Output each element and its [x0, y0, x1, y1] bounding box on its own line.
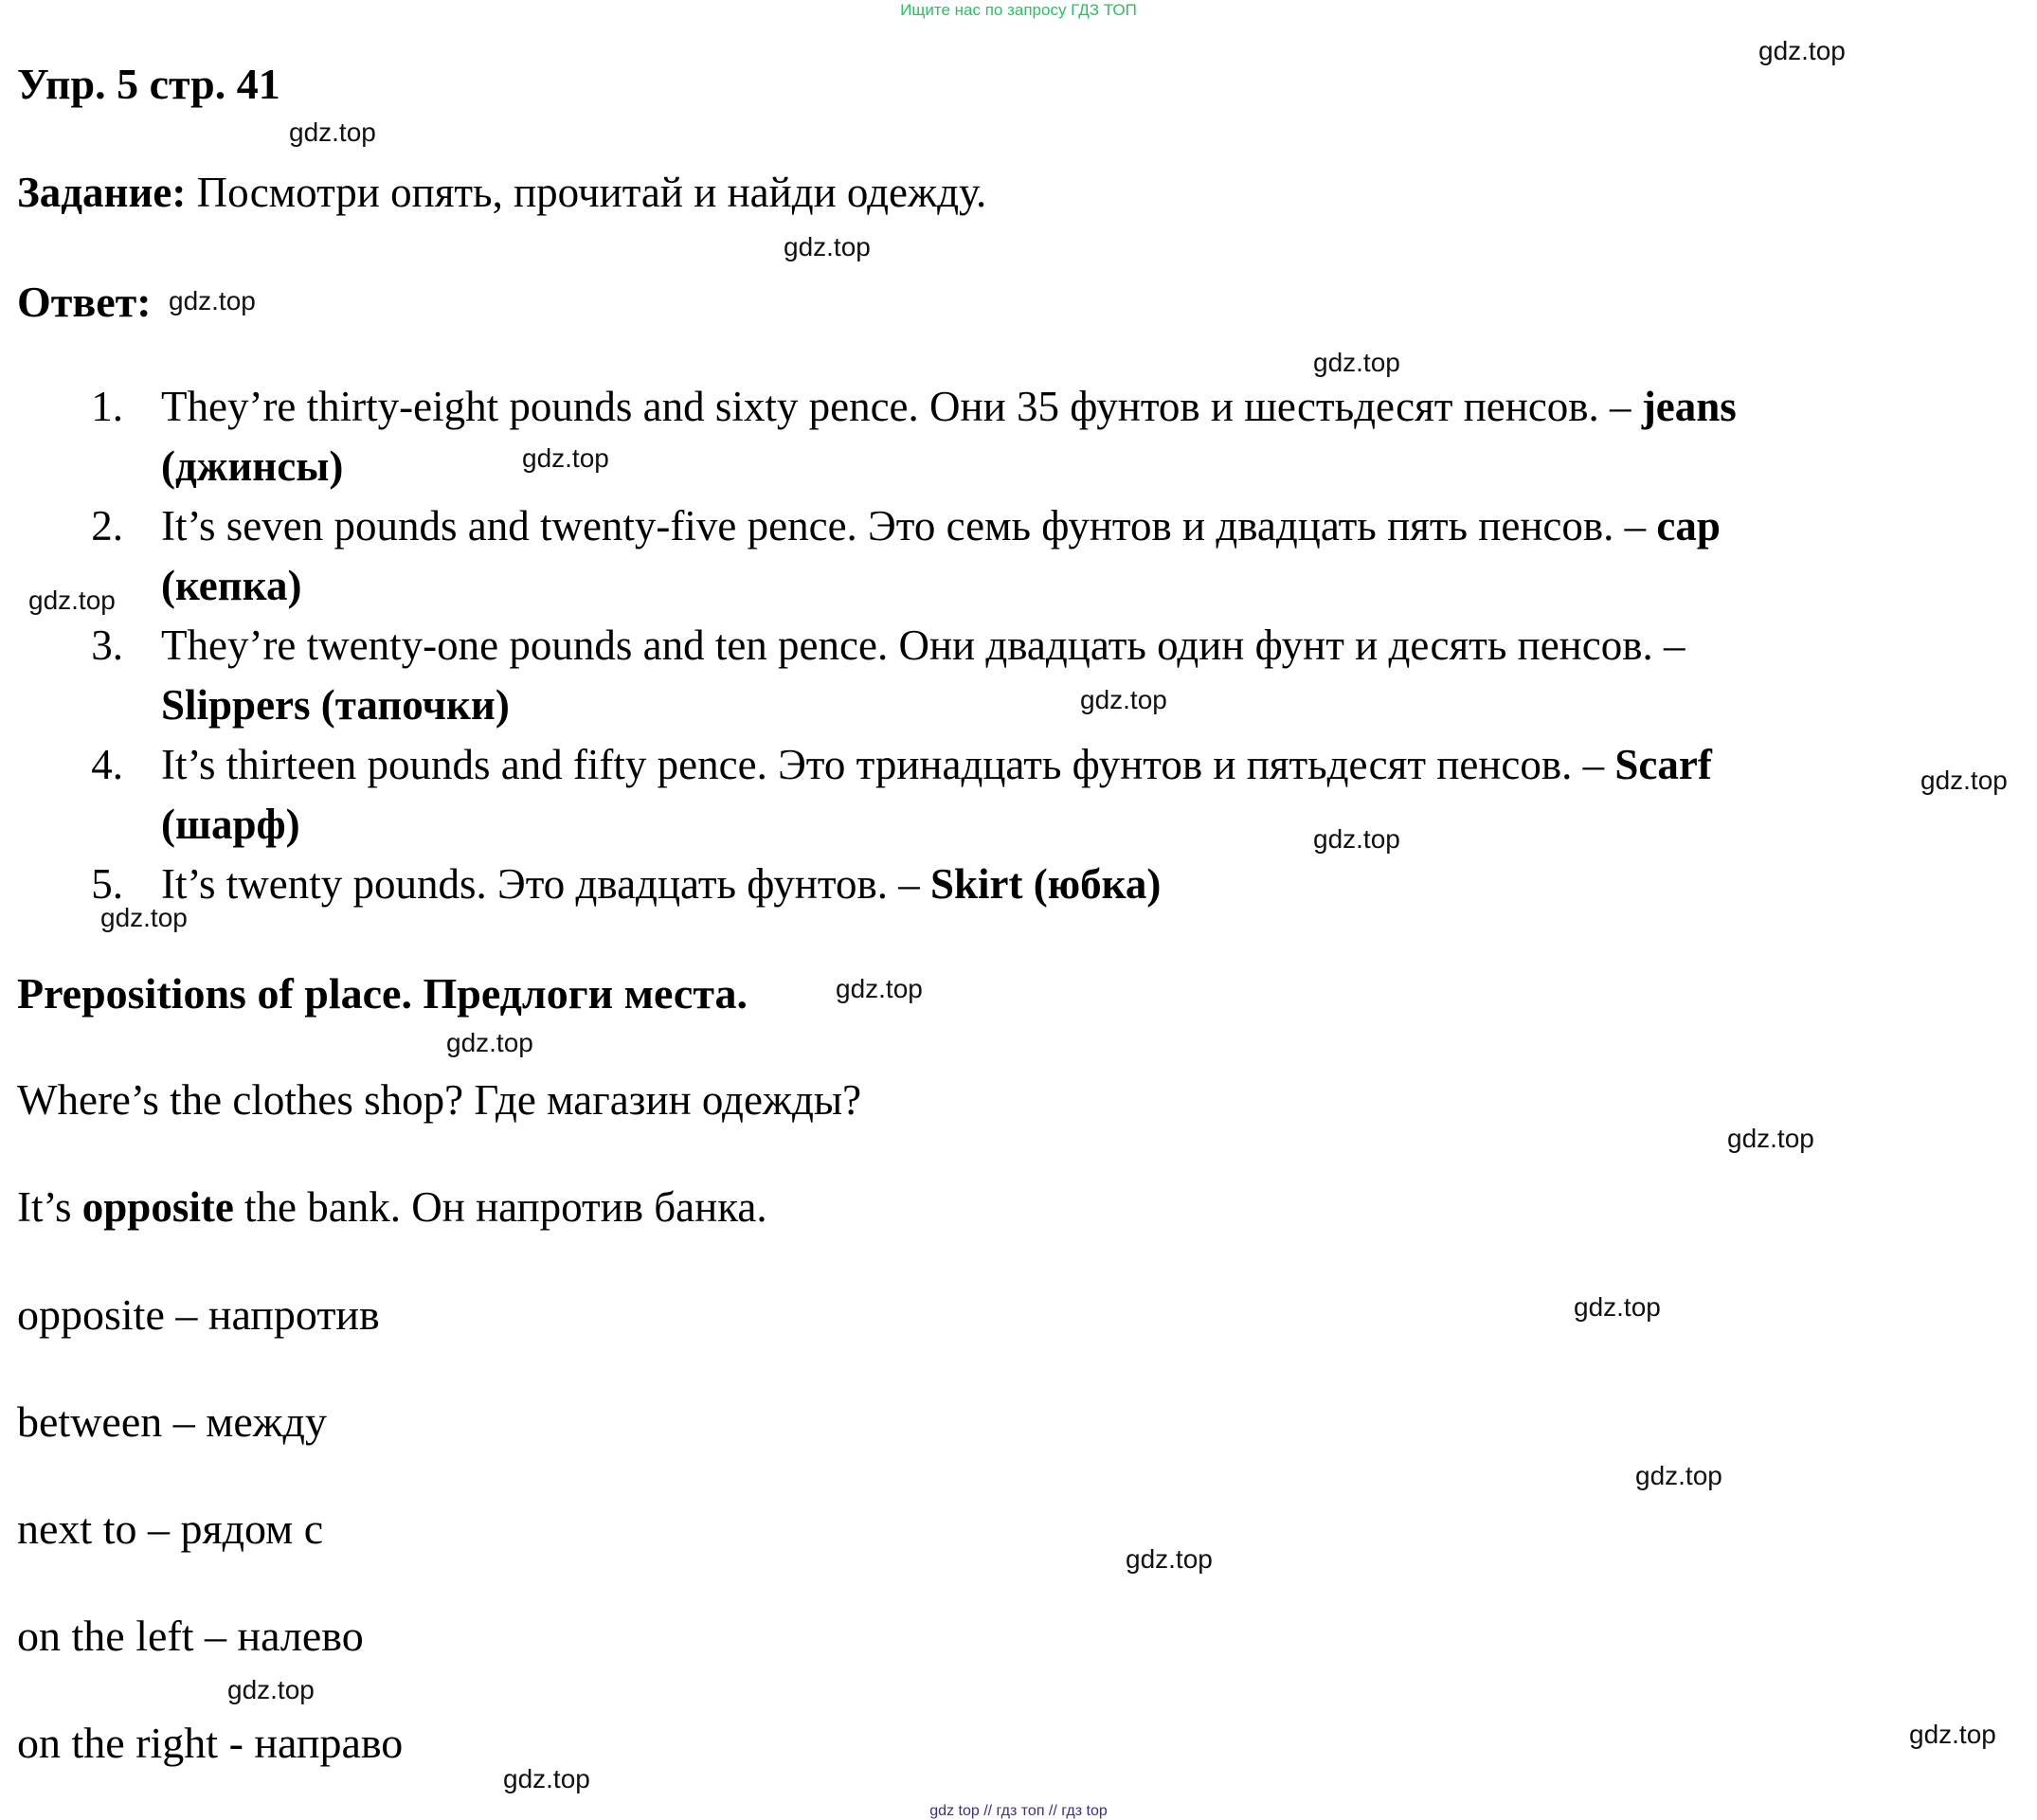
top-banner: Ищите нас по запросу ГДЗ ТОП	[900, 1, 1137, 19]
watermark: gdz.top	[503, 1764, 590, 1793]
answer-clothing: Scarf	[1614, 741, 1712, 788]
answer-number: 4.	[91, 741, 123, 788]
answer-text: It’s twenty pounds. Это двадцать фунтов. –	[161, 860, 930, 908]
answer-number: 3.	[91, 622, 123, 669]
watermark: gdz.top	[1126, 1544, 1213, 1574]
vocab-item: next to – рядом с	[17, 1505, 324, 1553]
example-keyword: opposite	[81, 1183, 234, 1231]
answer-clothing: Skirt (юбка)	[929, 860, 1162, 908]
watermark: gdz.top	[1574, 1292, 1661, 1322]
answer-text: They’re thirty-eight pounds and sixty pence. Они 35 фунтов и шестьдесят пенсов. –	[161, 383, 1642, 430]
task-label: Задание:	[17, 169, 187, 216]
answer-clothing: cap	[1656, 502, 1721, 550]
watermark: gdz.top	[28, 586, 116, 615]
example-post: the bank. Он напротив банка.	[233, 1183, 767, 1231]
watermark: gdz.top	[289, 117, 376, 147]
vocab-item: on the right - направо	[17, 1719, 404, 1767]
answer-text: They’re twenty-one pounds and ten pence. Они двадцать один фунт и десять пенсов. –	[161, 622, 1685, 669]
watermark: gdz.top	[227, 1675, 315, 1704]
answer-number: 1.	[91, 383, 123, 430]
watermark: gdz.top	[446, 1028, 533, 1057]
vocab-item: opposite – напротив	[17, 1290, 380, 1339]
answer-line	[161, 621, 1685, 670]
watermark: gdz.top	[169, 286, 256, 315]
answer-line-2	[161, 441, 343, 491]
example-line	[17, 1182, 767, 1232]
watermark: gdz.top	[1920, 766, 2008, 795]
watermark: gdz.top	[1313, 824, 1400, 854]
answer-label: Ответ:	[17, 278, 152, 326]
answer-text: It’s thirteen pounds and fifty pence. Это тринадцать фунтов и пятьдесят пенсов. –	[161, 741, 1615, 788]
watermark: gdz.top	[1080, 685, 1167, 714]
vocab-item: between – между	[17, 1397, 327, 1446]
answer-translation: Slippers (тапочки)	[161, 681, 510, 729]
watermark: gdz.top	[100, 903, 188, 932]
answer-line	[161, 501, 1721, 550]
answer-number: 5.	[91, 860, 123, 908]
example-pre: It’s	[17, 1183, 82, 1231]
answer-line-2	[161, 800, 300, 849]
task-statement	[17, 168, 986, 217]
answer-line-2	[161, 561, 301, 610]
watermark: gdz.top	[836, 974, 923, 1003]
answer-translation: (кепка)	[161, 562, 302, 609]
watermark: gdz.top	[522, 443, 609, 473]
answer-number: 2.	[91, 502, 123, 550]
prepositions-heading: Prepositions of place. Предлоги места.	[17, 969, 748, 1018]
watermark: gdz.top	[1313, 348, 1400, 377]
vocab-item: on the left – налево	[17, 1612, 364, 1660]
watermark: gdz.top	[1727, 1124, 1814, 1153]
exercise-title: Упр. 5 стр. 41	[17, 60, 280, 108]
answer-line	[161, 382, 1737, 431]
task-text: Посмотри опять, прочитай и найди одежду.	[186, 169, 987, 216]
question-line: Where’s the clothes shop? Где магазин одежды?	[17, 1076, 862, 1124]
answer-translation: (джинсы)	[161, 442, 344, 490]
answer-line-2	[161, 680, 510, 730]
answer-text: It’s seven pounds and twenty-five pence. Это семь фунтов и двадцать пять пенсов. –	[161, 502, 1657, 550]
answer-line	[161, 740, 1712, 789]
watermark: gdz.top	[784, 232, 871, 261]
answer-translation: (шарф)	[161, 801, 300, 848]
bottom-banner: gdz top // гдз топ // гдз top	[929, 1803, 1108, 1819]
answer-line	[161, 859, 1161, 909]
watermark: gdz.top	[1909, 1720, 1996, 1749]
answer-clothing: jeans	[1641, 383, 1737, 430]
watermark: gdz.top	[1635, 1461, 1722, 1490]
watermark: gdz.top	[1758, 36, 1846, 65]
